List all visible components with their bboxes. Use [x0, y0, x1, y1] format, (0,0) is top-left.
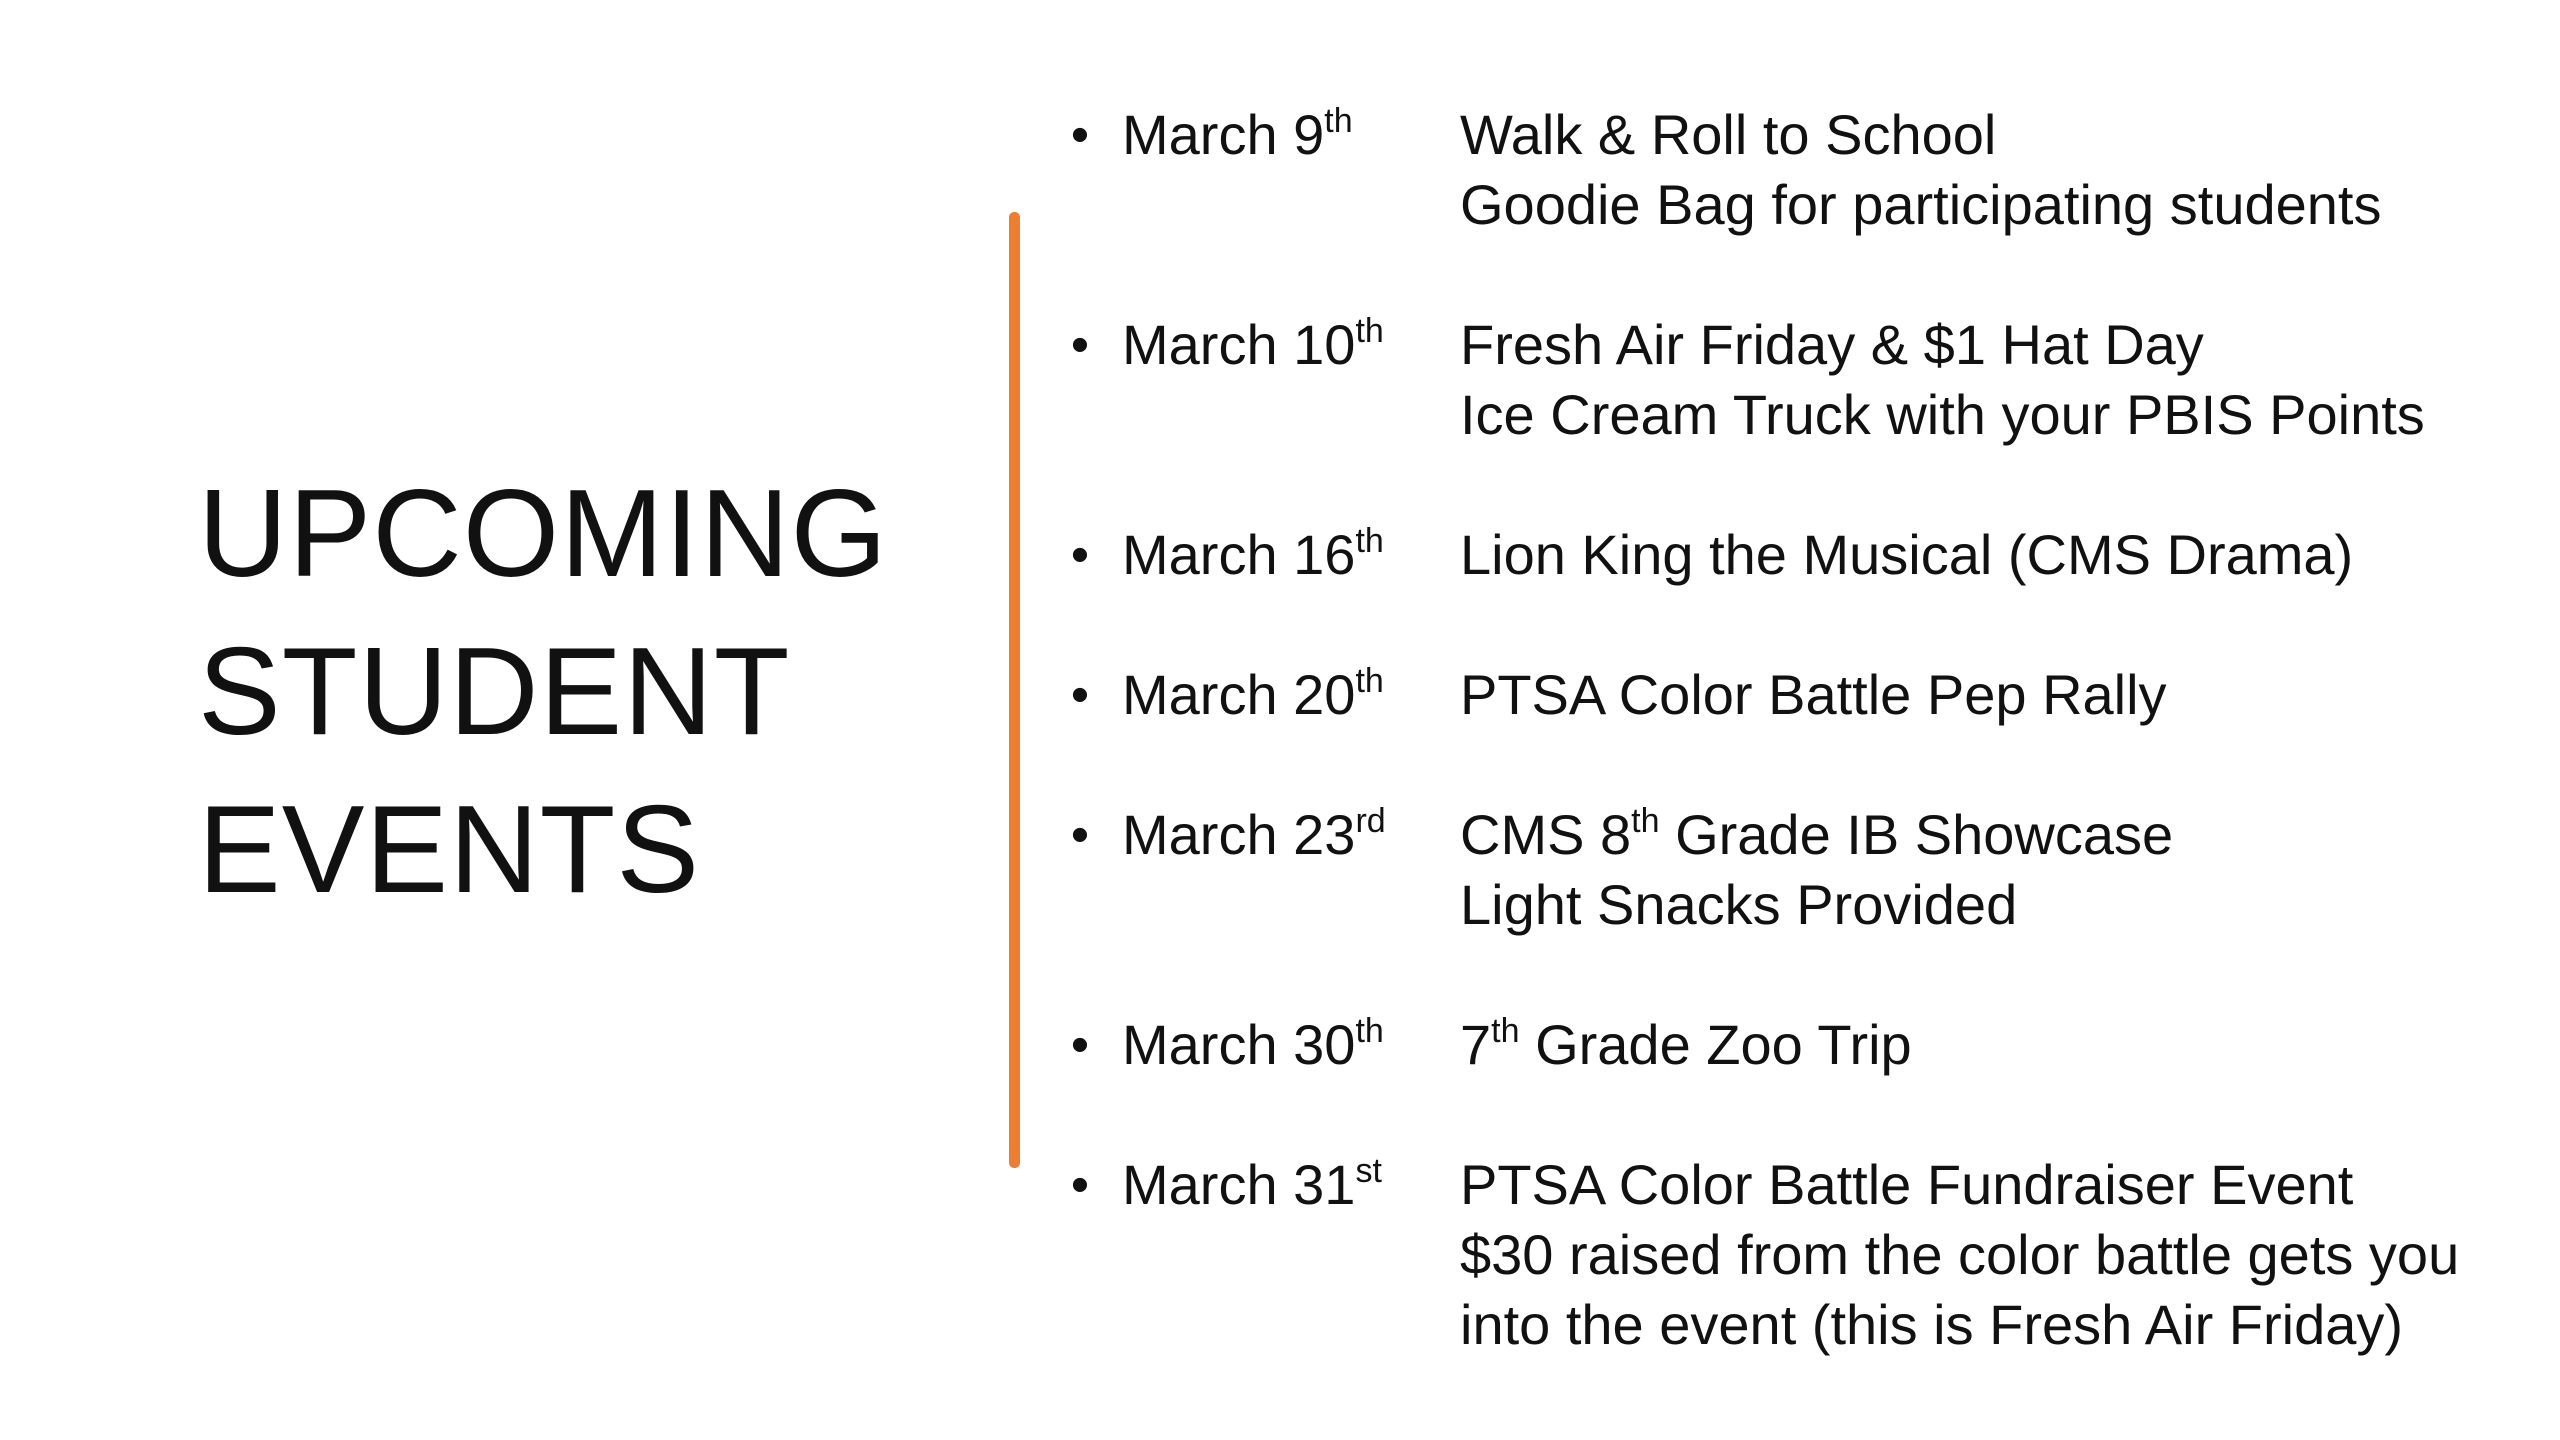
event-text: Light Snacks Provided: [1460, 873, 2018, 936]
bullet-icon: •: [1070, 1016, 1090, 1074]
event-text: CMS 8: [1460, 803, 1632, 866]
event-description-line: [1460, 660, 2530, 730]
event-text: Fresh Air Friday & $1 Hat Day: [1460, 313, 2204, 376]
event-description-line: [1460, 800, 2530, 870]
event-text: PTSA Color Battle Pep Rally: [1460, 663, 2167, 726]
event-date-text: March 16: [1122, 523, 1356, 586]
event-text: Grade Zoo Trip: [1519, 1013, 1912, 1076]
bullet-icon: •: [1070, 526, 1090, 584]
event-date-suffix: th: [1355, 662, 1384, 700]
event-description-line: [1460, 870, 2530, 940]
event-description-line: [1460, 1150, 2530, 1220]
ordinal-suffix: th: [1491, 1012, 1520, 1050]
event-text: $30 raised from the color battle gets you: [1460, 1223, 2460, 1286]
title-line: UPCOMING: [198, 465, 888, 603]
event-date-text: March 9: [1122, 103, 1325, 166]
ordinal-suffix: th: [1631, 802, 1660, 840]
bullet-icon: •: [1070, 666, 1090, 724]
event-text: Lion King the Musical (CMS Drama): [1460, 523, 2354, 586]
event-date-text: March 30: [1122, 1013, 1356, 1076]
event-date: [1122, 520, 1384, 590]
event-description-line: [1460, 1010, 2530, 1080]
title-line: STUDENT: [198, 623, 791, 761]
event-description-line: [1460, 170, 2530, 240]
event-date-text: March 23: [1122, 803, 1356, 866]
event-description: [1460, 660, 2530, 730]
event-text: into the event (this is Fresh Air Friday): [1460, 1293, 2404, 1356]
event-description-line: [1460, 100, 2530, 170]
bullet-icon: •: [1070, 106, 1090, 164]
slide-title: [198, 455, 1018, 929]
event-date-suffix: rd: [1355, 802, 1386, 840]
event-text: Goodie Bag for participating students: [1460, 173, 2382, 236]
event-date: [1122, 1010, 1384, 1080]
event-date-suffix: th: [1355, 522, 1384, 560]
event-date-text: March 20: [1122, 663, 1356, 726]
event-date: [1122, 660, 1384, 730]
event-description-line: [1460, 520, 2530, 590]
event-date-suffix: th: [1324, 102, 1353, 140]
event-date: [1122, 1150, 1382, 1220]
event-text: 7: [1460, 1013, 1492, 1076]
event-description: [1460, 800, 2530, 940]
bullet-icon: •: [1070, 316, 1090, 374]
event-description-line: [1460, 1220, 2530, 1290]
event-text: PTSA Color Battle Fundraiser Event: [1460, 1153, 2354, 1216]
event-description: [1460, 310, 2530, 450]
event-text: Ice Cream Truck with your PBIS Points: [1460, 383, 2425, 446]
event-description: [1460, 1010, 2530, 1080]
event-description: [1460, 520, 2530, 590]
event-date-text: March 10: [1122, 313, 1356, 376]
event-text: Grade IB Showcase: [1659, 803, 2174, 866]
event-date-suffix: st: [1355, 1152, 1382, 1190]
event-date-suffix: th: [1355, 1012, 1384, 1050]
event-description-line: [1460, 310, 2530, 380]
event-description-line: [1460, 1290, 2530, 1360]
title-line: EVENTS: [198, 781, 701, 919]
event-date: [1122, 310, 1384, 380]
event-date-suffix: th: [1355, 312, 1384, 350]
bullet-icon: •: [1070, 806, 1090, 864]
event-description: [1460, 1150, 2530, 1360]
event-date: [1122, 800, 1386, 870]
event-date: [1122, 100, 1353, 170]
event-description: [1460, 100, 2530, 240]
events-list: [1060, 0, 2540, 1440]
event-description-line: [1460, 380, 2530, 450]
bullet-icon: •: [1070, 1156, 1090, 1214]
event-date-text: March 31: [1122, 1153, 1356, 1216]
event-text: Walk & Roll to School: [1460, 103, 1997, 166]
accent-divider: [1009, 212, 1020, 1168]
